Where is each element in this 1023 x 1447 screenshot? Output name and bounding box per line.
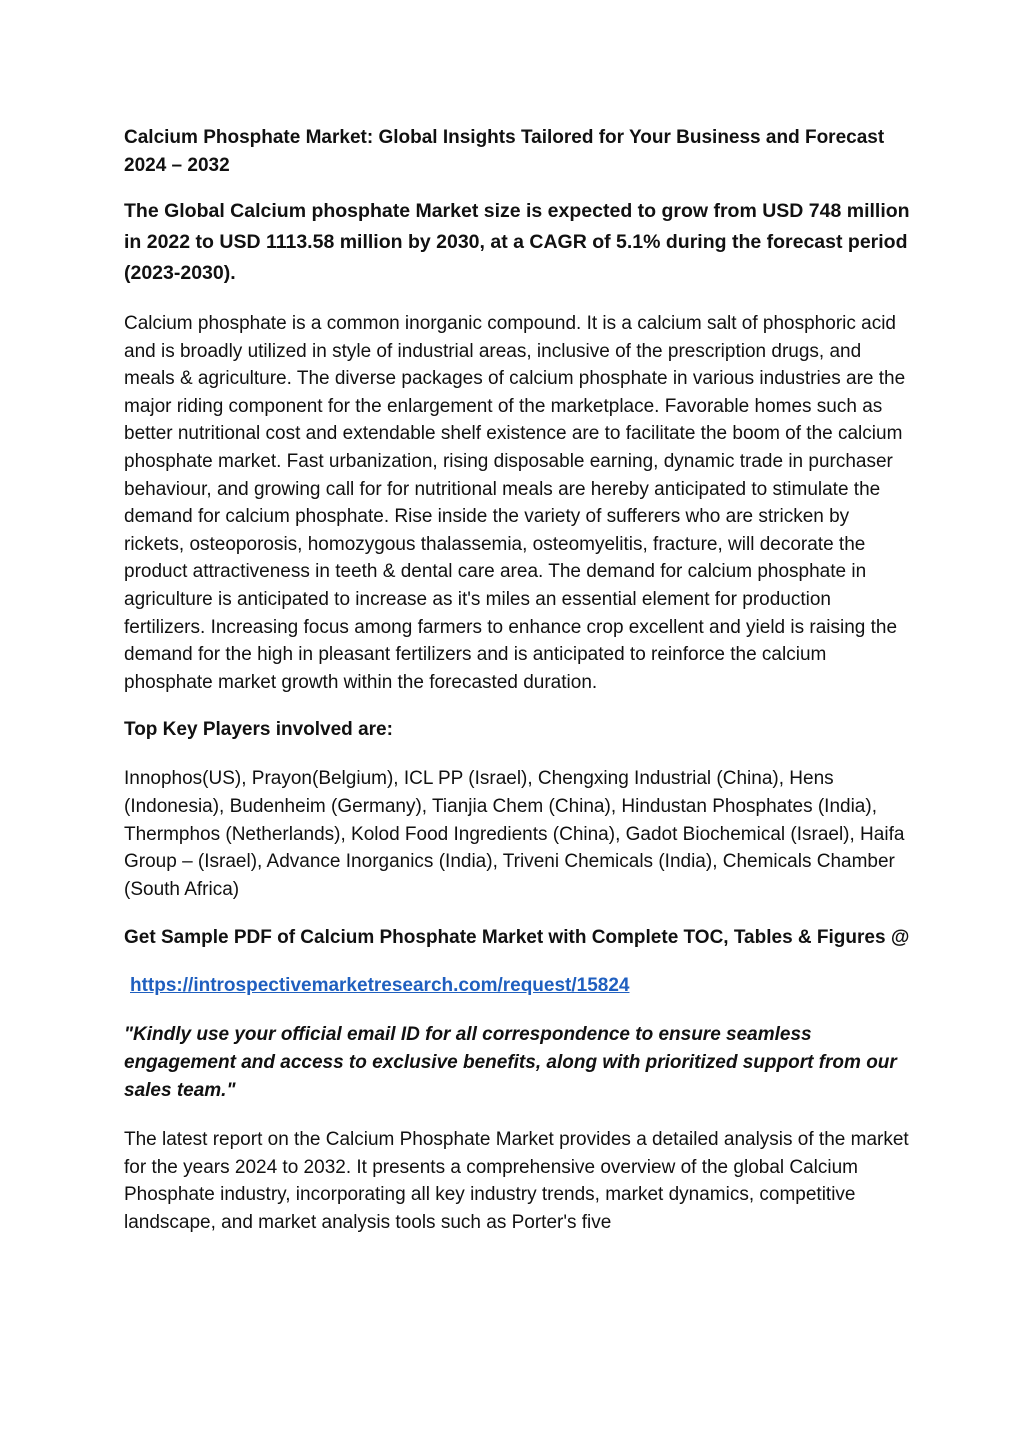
market-size-lead: The Global Calcium phosphate Market size is expected to grow from USD 748 million in 2022 to USD 1113.58 million by 2030, at a CAGR of 5.1% during the forecast period (2023-2030). [124,200,910,284]
description-paragraph: Calcium phosphate is a common inorganic compound. It is a calcium salt of phosphoric acid and is broadly utilized in style of industrial areas, inclusive of the prescription drugs, and meals & agriculture. The diverse packages of calcium phosphate in various industries are the major riding component for the enlargement of the marketplace. Favorable homes such as better nutritional cost and extendable shelf existence are to facilitate the boom of the calcium phosphate market. Fast urbanization, rising disposable earning, dynamic trade in purchaser behaviour, and growing call for for nutritional meals are hereby anticipated to stimulate the demand for calcium phosphate. Rise inside the variety of sufferers who are stricken by rickets, osteoporosis, homozygous thalassemia, osteomyelitis, fracture, will decorate the product attractiveness in teeth & dental care area. The demand for calcium phosphate in agriculture is anticipated to increase as it's miles an essential element for production fertilizers. Increasing focus among farmers to enhance crop excellent and yield is raising the demand for the high in pleasant fertilizers and is anticipated to reinforce the calcium phosphate market growth within the forecasted duration. [124,313,906,693]
email-notice: "Kindly use your official email ID for all correspondence to ensure seamless engagement and access to exclusive benefits, along with prioritized support from our sales team." [124,1024,897,1102]
sample-request-link[interactable]: https://introspectivemarketresearch.com/request/15824 [130,975,630,997]
key-players-list: Innophos(US), Prayon(Belgium), ICL PP (Israel), Chengxing Industrial (China), Hens (Indonesia), Budenheim (Germany), Tianjia Chem (China), Hindustan Phosphates (India), Thermphos (Netherlands), Kolod Food Ingredients (China), Gadot Biochemical (Israel), Haifa Group – (Israel), Advance Inorganics (India), Triveni Chemicals (India), Chemicals Chamber (South Africa) [124,768,905,900]
document-title: Calcium Phosphate Market: Global Insights Tailored for Your Business and Forecast 2024 – 2032 [124,127,885,176]
sample-pdf-heading: Get Sample PDF of Calcium Phosphate Market with Complete TOC, Tables & Figures @ [124,927,910,949]
report-paragraph: The latest report on the Calcium Phosphate Market provides a detailed analysis of the market for the years 2024 to 2032. It presents a comprehensive overview of the global Calcium Phosphate industry, incorporating all key industry trends, market dynamics, competitive landscape, and market analysis tools such as Porter's five [124,1129,909,1234]
key-players-heading: Top Key Players involved are: [124,719,393,741]
document-page [124,124,914,1257]
sample-link-line [130,972,914,1000]
